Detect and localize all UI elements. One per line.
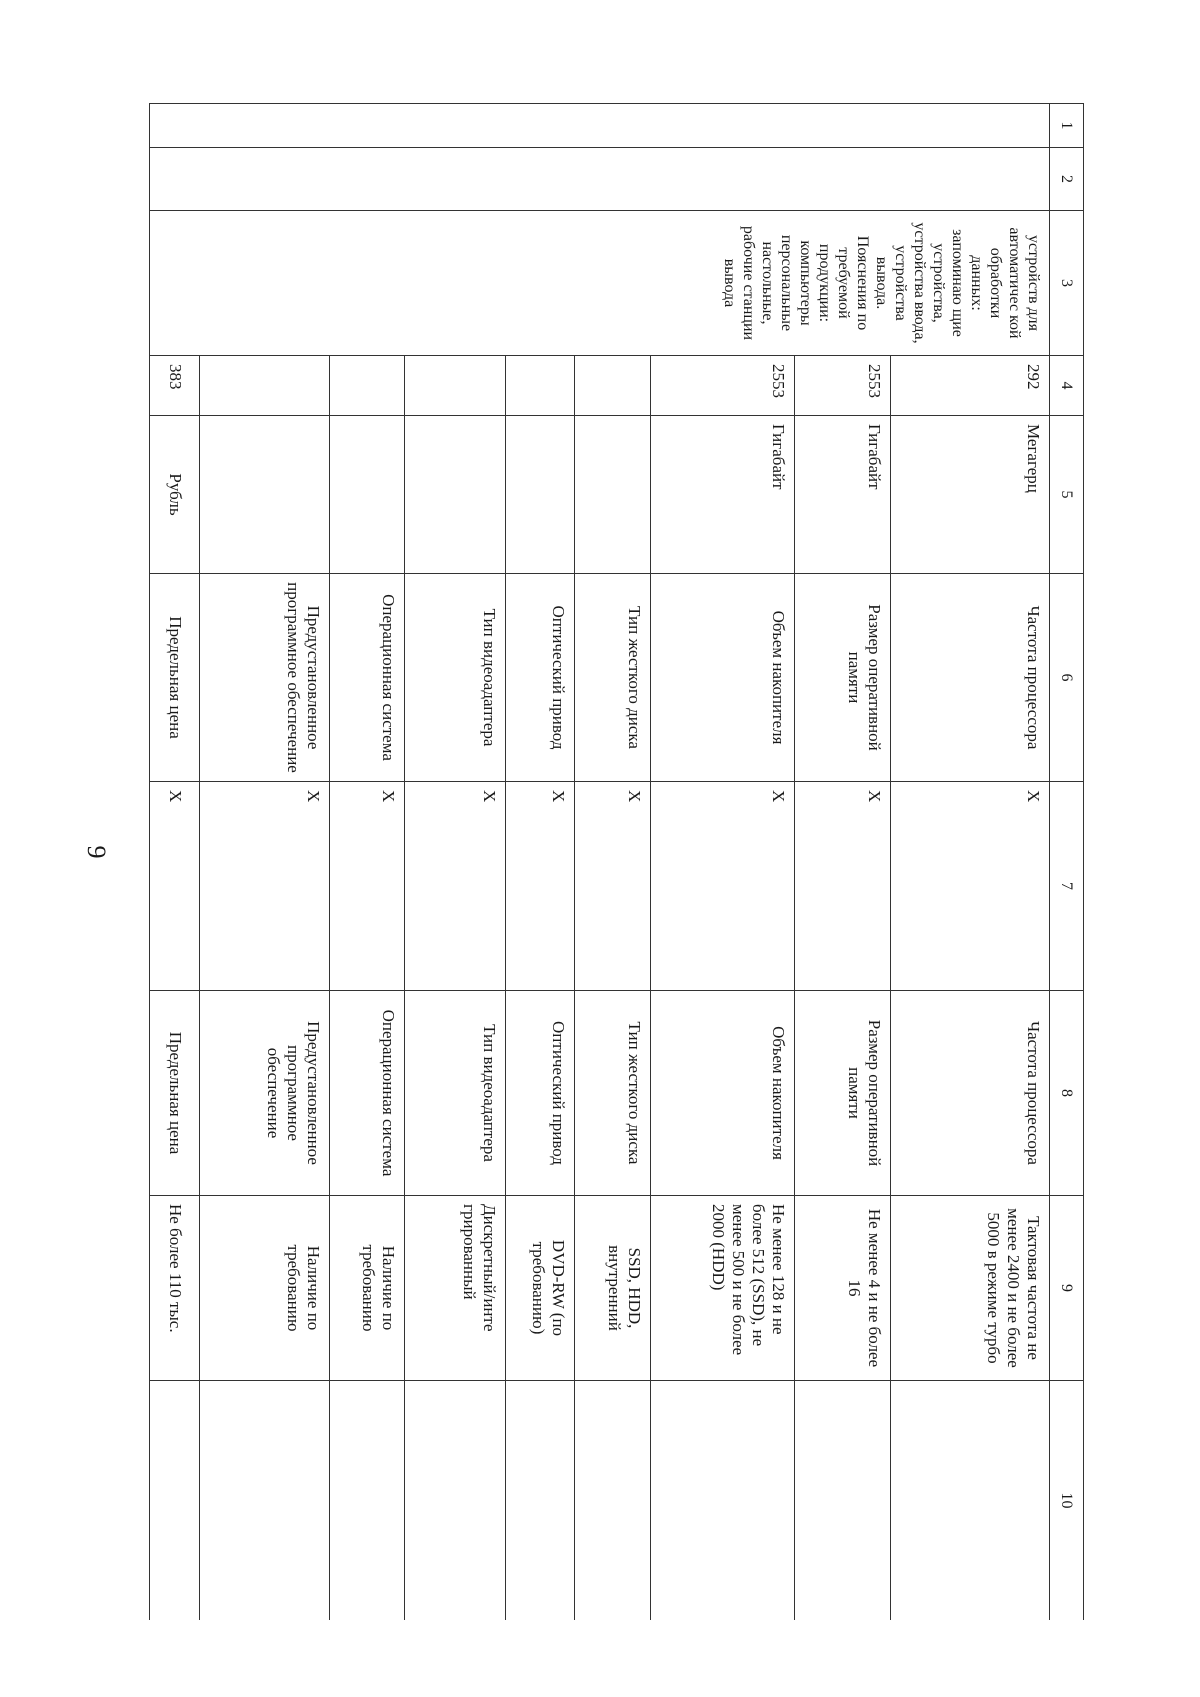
column-header: 2: [1050, 148, 1084, 211]
characteristic-cell: Предельная цена: [150, 574, 200, 782]
column-header: 3: [1050, 211, 1084, 356]
code-cell: [405, 356, 506, 416]
column-header: 1: [1050, 104, 1084, 148]
characteristic-cell: Частота процессора: [891, 574, 1050, 782]
column-header: 4: [1050, 356, 1084, 416]
characteristic-cell: Операционная система: [329, 991, 404, 1196]
mark-cell: X: [794, 782, 890, 991]
note-cell: [506, 1381, 575, 1621]
unit-cell: [329, 416, 404, 574]
code-cell: 383: [150, 356, 200, 416]
column-1-cell: [150, 104, 1050, 148]
unit-cell: Мегагерц: [891, 416, 1050, 574]
code-cell: [200, 356, 330, 416]
page-number: 9: [82, 845, 111, 859]
note-cell: [150, 1381, 200, 1621]
note-cell: [650, 1381, 794, 1621]
mark-cell: X: [405, 782, 506, 991]
value-cell: Тактовая частота не менее 2400 и не более 5000 в режиме турбо: [891, 1196, 1050, 1381]
characteristic-cell: Тип видеоадаптера: [405, 574, 506, 782]
characteristic-cell: Объем накопителя: [650, 574, 794, 782]
mark-cell: X: [650, 782, 794, 991]
characteristic-cell: Предустановленное программное обеспечение: [200, 574, 330, 782]
note-cell: [405, 1381, 506, 1621]
value-cell: Дискретный/инте грированный: [405, 1196, 506, 1381]
characteristic-cell: Оптический привод: [506, 991, 575, 1196]
mark-cell: X: [891, 782, 1050, 991]
characteristic-cell: Операционная система: [329, 574, 404, 782]
mark-cell: X: [329, 782, 404, 991]
mark-cell: X: [200, 782, 330, 991]
characteristic-cell: Оптический привод: [506, 574, 575, 782]
characteristic-cell: Частота процессора: [891, 991, 1050, 1196]
unit-cell: [405, 416, 506, 574]
column-header: 8: [1050, 991, 1084, 1196]
characteristic-cell: Размер оперативной памяти: [794, 991, 890, 1196]
unit-cell: [200, 416, 330, 574]
value-cell: Не менее 128 и не более 512 (SSD), не менее 500 и не более 2000 (HDD): [650, 1196, 794, 1381]
mark-cell: X: [506, 782, 575, 991]
unit-cell: Гигабайт: [794, 416, 890, 574]
table-container: [149, 103, 1084, 1620]
characteristic-cell: Тип жесткого диска: [575, 574, 650, 782]
unit-cell: Рубль: [150, 416, 200, 574]
mark-cell: X: [150, 782, 200, 991]
unit-cell: [506, 416, 575, 574]
unit-cell: Гигабайт: [650, 416, 794, 574]
code-cell: [575, 356, 650, 416]
table-row: [891, 104, 1050, 1621]
value-cell: DVD-RW (по требованию): [506, 1196, 575, 1381]
column-header: 10: [1050, 1381, 1084, 1621]
note-cell: [794, 1381, 890, 1621]
value-cell: Наличие по требованию: [329, 1196, 404, 1381]
code-cell: 292: [891, 356, 1050, 416]
code-cell: [329, 356, 404, 416]
value-cell: Наличие по требованию: [200, 1196, 330, 1381]
code-cell: 2553: [794, 356, 890, 416]
mark-cell: X: [575, 782, 650, 991]
column-2-cell: [150, 148, 1050, 211]
header-row: [1050, 104, 1084, 1621]
note-cell: [575, 1381, 650, 1621]
code-cell: [506, 356, 575, 416]
unit-cell: [575, 416, 650, 574]
column-header: 7: [1050, 782, 1084, 991]
characteristic-cell: Размер оперативной памяти: [794, 574, 890, 782]
column-header: 6: [1050, 574, 1084, 782]
note-cell: [891, 1381, 1050, 1621]
characteristic-cell: Объем накопителя: [650, 991, 794, 1196]
characteristic-cell: Предельная цена: [150, 991, 200, 1196]
characteristic-cell: Тип видеоадаптера: [405, 991, 506, 1196]
column-header: 9: [1050, 1196, 1084, 1381]
note-cell: [329, 1381, 404, 1621]
note-cell: [200, 1381, 330, 1621]
column-header: 5: [1050, 416, 1084, 574]
characteristic-cell: Тип жесткого диска: [575, 991, 650, 1196]
code-cell: 2553: [650, 356, 794, 416]
value-cell: Не менее 4 и не более 16: [794, 1196, 890, 1381]
specifications-table: [149, 103, 1084, 1620]
value-cell: SSD, HDD, внутренний: [575, 1196, 650, 1381]
value-cell: Не более 110 тыс.: [150, 1196, 200, 1381]
product-description-cell: устройств для автоматичес кой обработки данных: запоминаю щие устройства, устройства ввода, устройства вывода. Пояснения по требуемой продукции: компьютеры персональные настольные, рабочие станции вывода: [150, 211, 1050, 356]
characteristic-cell: Предустановленное программное обеспечение: [200, 991, 330, 1196]
